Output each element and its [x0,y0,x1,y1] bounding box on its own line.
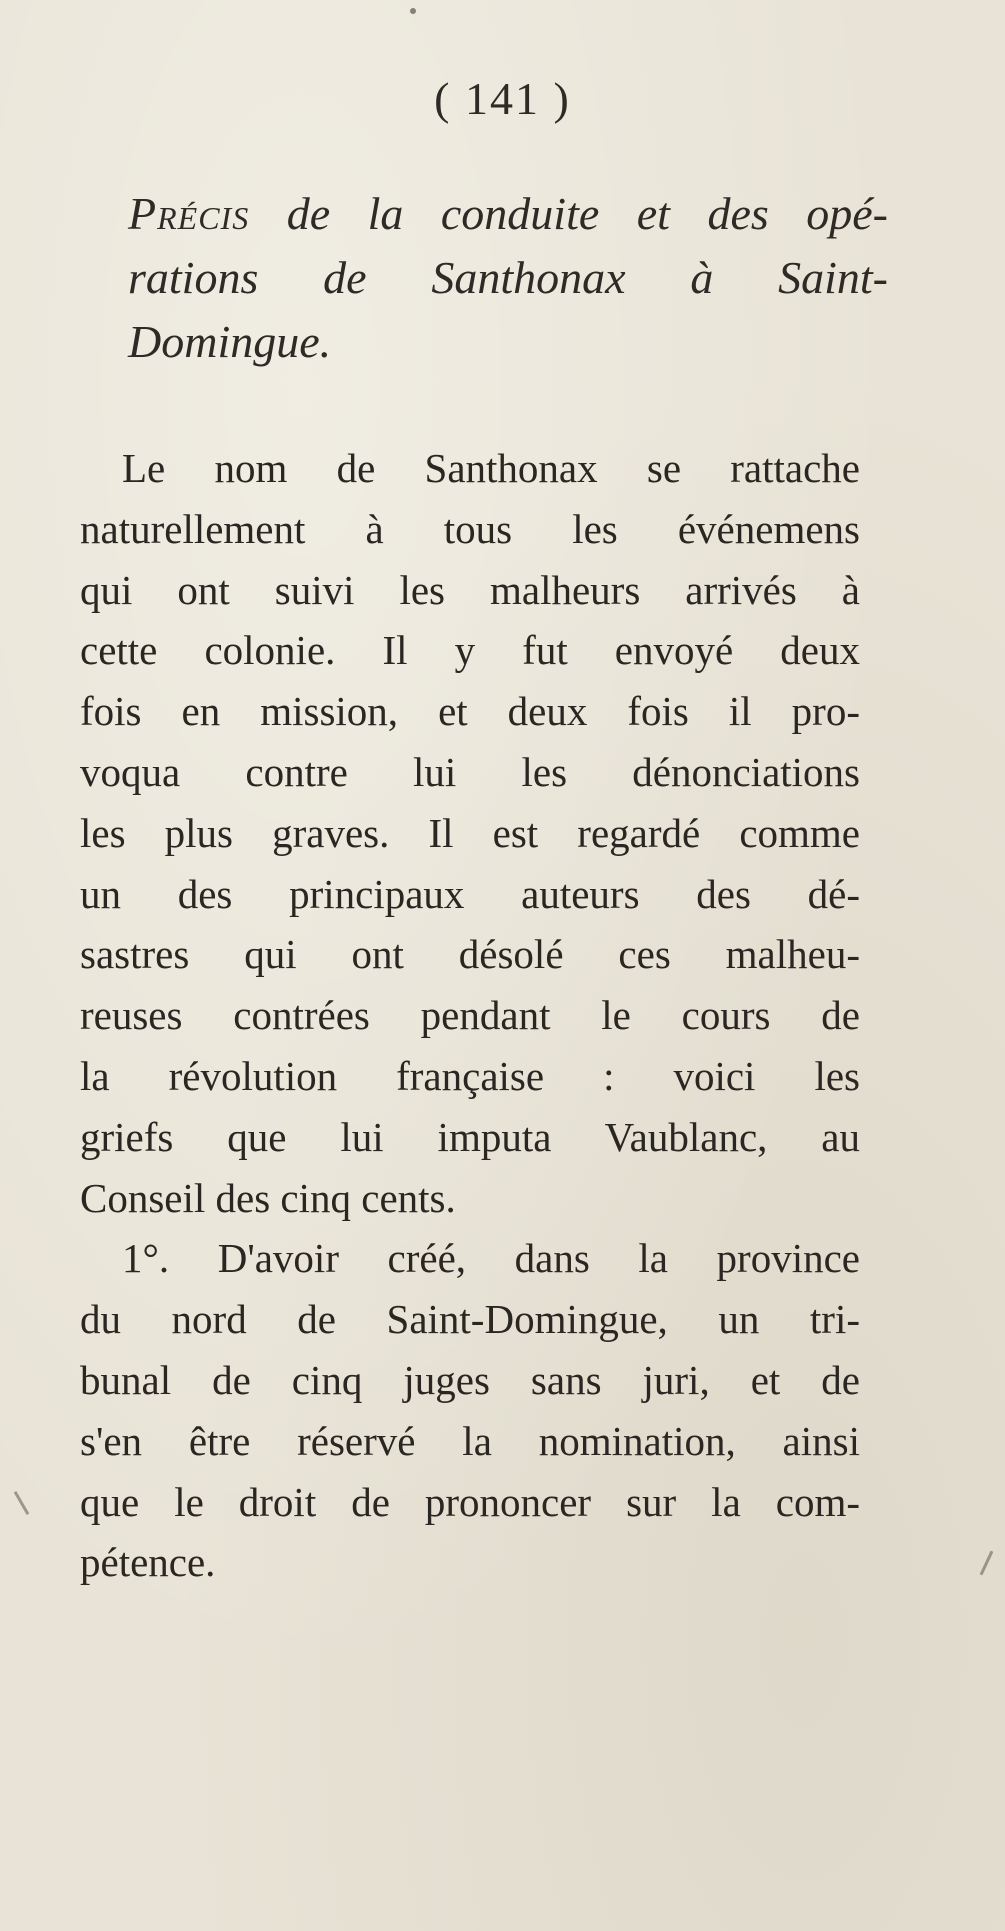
page-edge-mark [14,1491,30,1515]
body-text [80,438,860,1593]
paragraph-2 [80,1228,860,1593]
text-line: naturellement à tous les événemens [80,505,860,552]
page-edge-mark [980,1551,994,1576]
paragraph-1 [80,438,860,1228]
text-line: du nord de Saint-Domingue, un tri- [80,1296,860,1343]
heading-smallcaps-word: Précis [128,188,250,239]
heading-line-1-rest: de la conduite et des opé- [249,188,888,239]
heading-line-2: rations de Santhonax à Saint- [128,252,888,303]
text-line: reuses contrées pendant le cours de [80,992,860,1039]
text-line: Conseil des cinq cents. [80,1174,456,1221]
page-number: ( 141 ) [434,73,571,124]
text-line: que le droit de prononcer sur la com- [80,1478,860,1525]
text-line: sastres qui ont désolé ces malheu- [80,931,860,978]
heading-line-1 [128,182,888,246]
text-line: voqua contre lui les dénonciations [80,748,860,795]
text-line: s'en être réservé la nomination, ainsi [80,1417,860,1464]
text-line: fois en mission, et deux fois il pro- [80,688,860,735]
text-line: griefs que lui imputa Vaublanc, au [80,1113,860,1160]
text-line: bunal de cinq juges sans juri, et de [80,1356,860,1403]
text-line: les plus graves. Il est regardé comme [80,809,860,856]
text-line: 1°. D'avoir créé, dans la province [122,1235,860,1282]
heading-line-3: Domingue. [128,316,332,367]
text-line: pétence. [80,1539,216,1586]
text-line: qui ont suivi les malheurs arrivés à [80,566,860,613]
ink-speck [410,8,416,14]
text-line: un des principaux auteurs des dé- [80,870,860,917]
text-line: Le nom de Santhonax se rattache [122,445,860,491]
text-line: la révolution française : voici les [80,1052,860,1099]
section-heading [128,182,888,374]
text-line: cette colonie. Il y fut envoyé deux [80,627,860,674]
